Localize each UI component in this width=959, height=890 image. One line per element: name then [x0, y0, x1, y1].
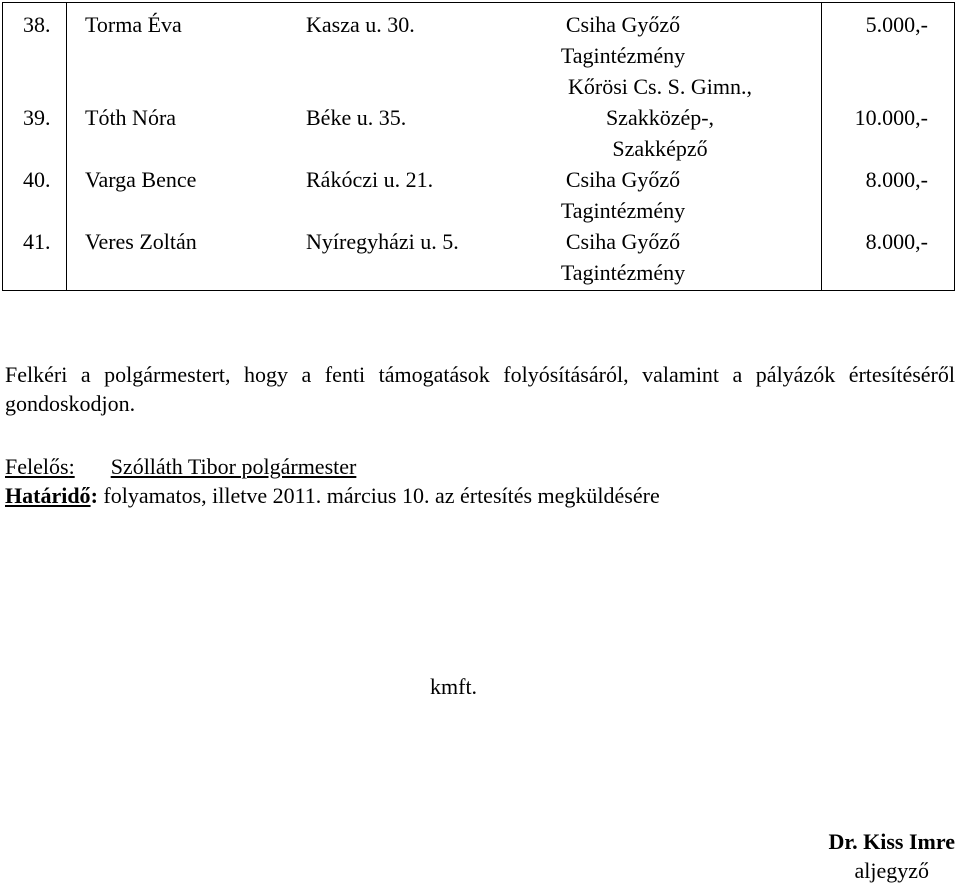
student-name: Torma Éva — [85, 12, 182, 37]
row-number: 38. — [23, 12, 51, 37]
school-name: Csiha Győző Tagintézmény — [560, 12, 686, 68]
deadline-line — [5, 481, 660, 510]
student-address: Béke u. 35. — [306, 105, 407, 130]
school-name: Csiha Győző Tagintézmény — [560, 167, 686, 223]
school-name: Kőrösi Cs. S. Gimn., Szakközép-, Szakképző — [568, 74, 752, 161]
grant-amount: 5.000,- — [865, 12, 928, 37]
responsible-line — [5, 452, 356, 481]
row-number: 40. — [23, 167, 51, 192]
row-number: 39. — [23, 105, 51, 130]
grant-amount: 10.000,- — [854, 105, 928, 130]
table-column-divider — [66, 3, 67, 290]
resolution-paragraph: Felkéri a polgármestert, hogy a fenti támogatások folyósításáról, valamint a pályázók értesítéséről gondoskodjon. — [5, 362, 955, 416]
student-address: Nyíregyházi u. 5. — [306, 229, 459, 254]
student-name: Tóth Nóra — [85, 105, 177, 130]
deadline-label: Határidő: — [5, 483, 98, 508]
kmft-text: kmft. — [430, 674, 478, 699]
signatory-title: aljegyző — [854, 858, 930, 883]
signatory-name: Dr. Kiss Imre — [828, 829, 955, 854]
student-address: Kasza u. 30. — [306, 12, 415, 37]
row-number: 41. — [23, 229, 51, 254]
school-name: Csiha Győző Tagintézmény — [560, 229, 686, 285]
grant-amount: 8.000,- — [865, 167, 928, 192]
deadline-value: folyamatos, illetve 2011. március 10. az értesítés megküldésére — [97, 483, 660, 508]
student-address: Rákóczi u. 21. — [306, 167, 434, 192]
table-column-divider — [821, 3, 822, 290]
grant-amount: 8.000,- — [865, 229, 928, 254]
signature-block — [829, 827, 956, 885]
responsible-label: Felelős: — [5, 454, 75, 479]
student-name: Varga Bence — [85, 167, 197, 192]
responsible-value: Szólláth Tibor polgármester — [110, 454, 357, 479]
student-name: Veres Zoltán — [85, 229, 197, 254]
grants-table — [2, 2, 955, 291]
